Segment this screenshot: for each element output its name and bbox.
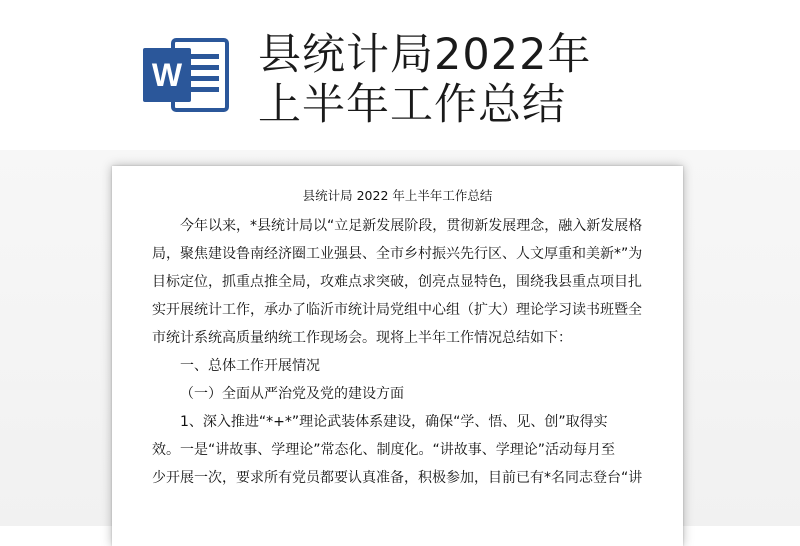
paragraph-line: 今年以来，*县统计局以“立足新发展阶段，贯彻新发展理念，融入新发展格 — [180, 218, 643, 234]
document-title: 县统计局 2022 年上半年工作总结 — [302, 188, 493, 203]
paragraph-line: 少开展一次，要求所有党员都要认真准备，积极参加，目前已有*名同志登台“讲 — [152, 470, 643, 486]
section-heading: 一、总体工作开展情况 — [180, 358, 320, 374]
paragraph-line: 市统计系统高质量纳统工作现场会。现将上半年工作情况总结如下： — [152, 330, 572, 346]
word-letter: W — [151, 57, 183, 93]
paragraph-line: 1、深入推进“*+*”理论武装体系建设，确保“学、悟、见、创”取得实 — [180, 414, 608, 430]
paragraph-line: 实开展统计工作，承办了临沂市统计局党组中心组（扩大）理论学习读书班暨全 — [152, 302, 642, 318]
header-banner — [0, 0, 800, 150]
document-body — [152, 212, 655, 492]
subsection-heading: （一）全面从严治党及党的建设方面 — [180, 386, 404, 402]
page-title — [258, 30, 591, 130]
paragraph-line: 目标定位，抓重点推全局，攻难点求突破，创亮点显特色，围绕我县重点项目扎 — [152, 274, 642, 290]
word-document-icon — [143, 36, 231, 114]
title-line-2: 上半年工作总结 — [258, 80, 566, 130]
paragraph-line: 效。一是“讲故事、学理论”常态化、制度化。“讲故事、学理论”活动每月至 — [152, 442, 616, 458]
document-page — [112, 166, 683, 546]
paragraph-line: 局，聚焦建设鲁南经济圈工业强县、全市乡村振兴先行区、人文厚重和美新*”为 — [152, 246, 643, 262]
title-line-1: 县统计局2022年 — [258, 30, 592, 80]
